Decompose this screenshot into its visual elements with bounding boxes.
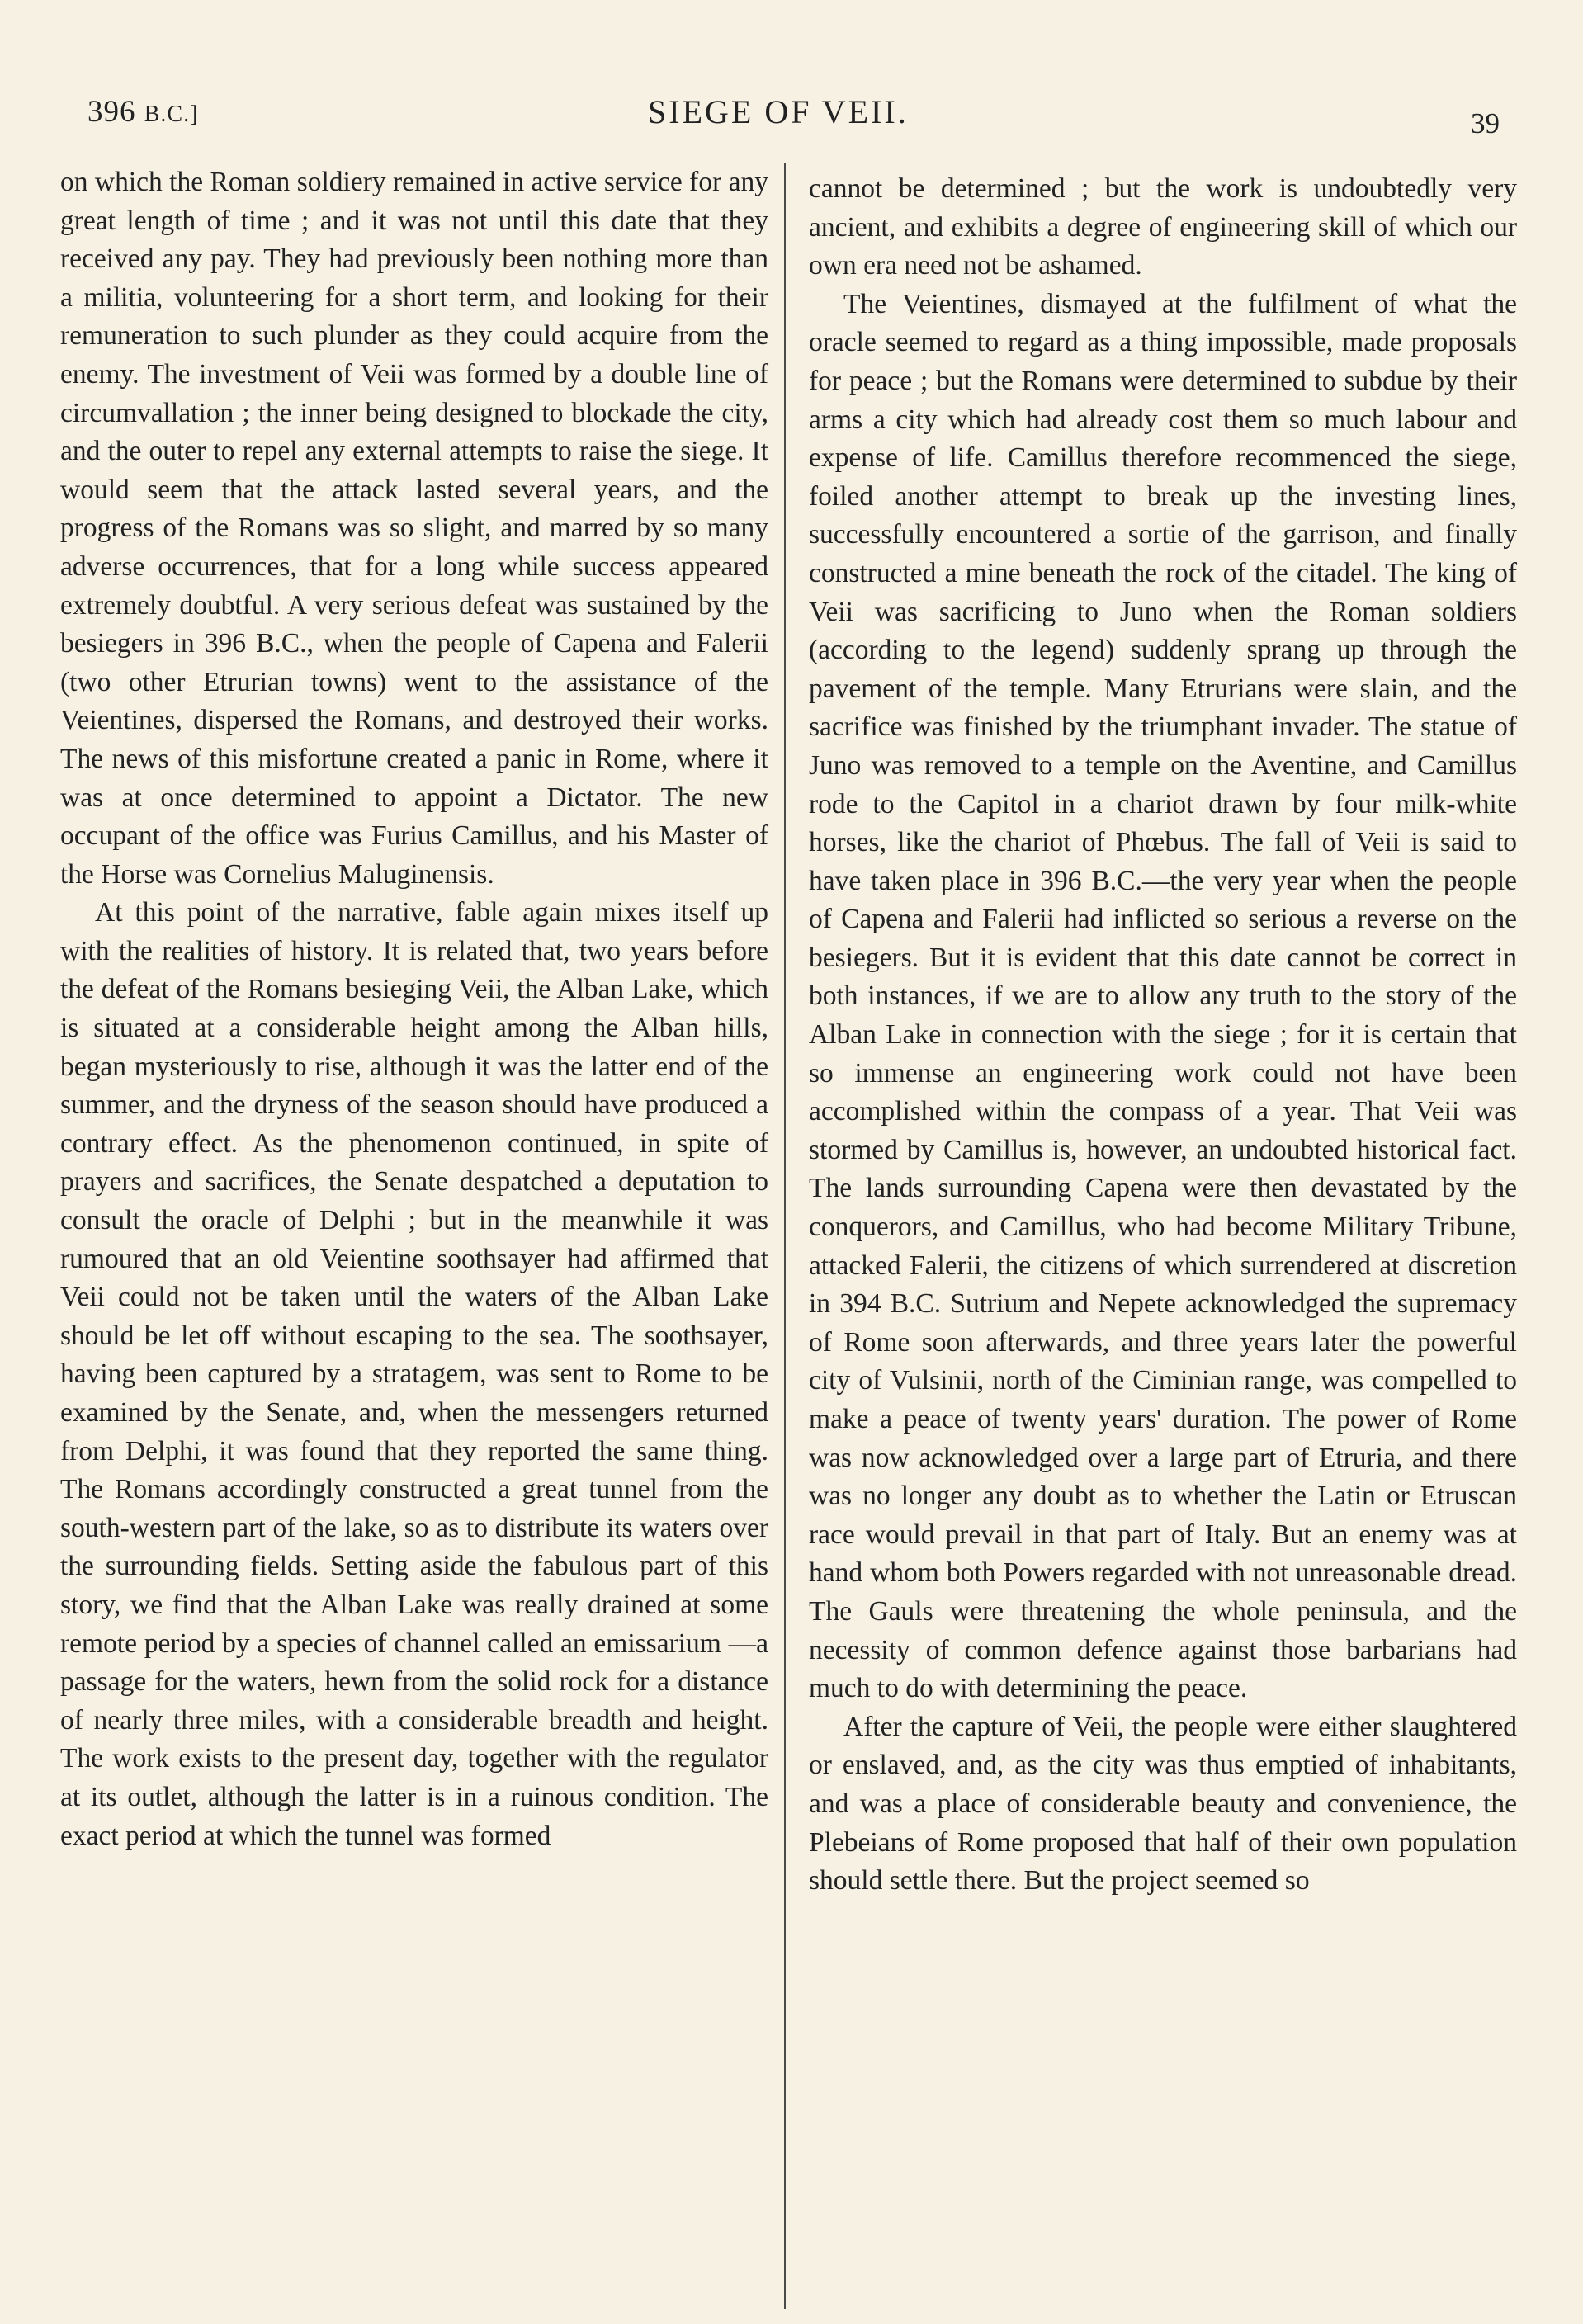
paragraph: After the capture of Veii, the people were either slaughtered or enslaved, and, as the city was thus emptied of inhabitants, and was a place of considerable beauty and convenience, the Plebeians of Rome proposed that half of their own population should settle there. But the project seemed so bbox=[809, 1711, 1517, 1897]
page-number: 39 bbox=[1471, 107, 1500, 139]
header-era: B.C.] bbox=[144, 102, 199, 127]
paragraph: The Veientines, dismayed at the fulfilment of what the oracle seemed to regard as a thing impossible, made proposals for peace ; but the Romans were determined to subdue by their arms a city which had already cost them so much labour and expense of life. Camillus therefore recommenced the siege, foiled another attempt to break up the investing lines, successfully encountered a sortie of the garrison, and finally constructed a mine beneath the rock of the citadel. The king of Veii was sacrificing to Juno when the Roman soldiers (according to the legend) suddenly sprang up through the pavement of the temple. Many Etrurians were slain, and the sacrifice was finished by the triumphant invader. The statue of Juno was removed to a temple on the Aventine, and Camillus rode to the Capitol in a chariot drawn by four milk-white horses, like the chariot of Phœbus. The fall of Veii is said to have taken place in 396 B.C.—the very year when the people of Capena and Falerii had inflicted so serious a reverse on the besiegers. But it is evident that this date cannot be correct in both instances, if we are to allow any truth to the story of the Alban Lake in connection with the siege ; for it is certain that so immense an engineering work could not have been accomplished within the compass of a year. That Veii was stormed by Camillus is, however, an undoubted historical fact. The lands surrounding Capena were then devastated by the conquerors, and Camillus, who had become Military Tribune, attacked Falerii, the citizens of which surrendered at discretion in 394 B.C. Sutrium and Nepete acknowledged the supremacy of Rome soon afterwards, and three years later the powerful city of Vulsinii, north of the Ciminian range, was compelled to make a peace of twenty years' duration. The power of Rome was now acknowledged over a large part of Etruria, and there was no longer any doubt as to whether the Latin or Etruscan race would prevail in that part of Italy. But an enemy was at hand whom both Powers regarded with not unreasonable dread. The Gauls were threatening the whole peninsula, and the necessity of common defence against those barbarians had much to do with determining the peace. bbox=[809, 288, 1517, 1704]
column-divider bbox=[784, 163, 786, 2309]
header-year: 396 bbox=[87, 95, 136, 129]
header-date bbox=[87, 94, 198, 130]
running-header bbox=[0, 89, 1583, 139]
header-title: SIEGE OF VEII. bbox=[648, 93, 909, 130]
paragraph: cannot be determined ; but the work is undoubtedly very ancient, and exhibits a degree of engineering skill of which our own era need not be ashamed. bbox=[809, 173, 1517, 281]
left-column bbox=[60, 163, 768, 1855]
paragraph: on which the Roman soldiery remained in active service for any great length of time ; and it was not until this date that they received any pay. They had previously been nothing more than a militia, volunteering for a short term, and looking for their remuneration to such plunder as they could acquire from the enemy. The investment of Veii was formed by a double line of circumvallation ; the inner being designed to blockade the city, and the outer to repel any external attempts to raise the siege. It would seem that the attack lasted several years, and the progress of the Romans was so slight, and marred by so many adverse occurrences, that for a long while success appeared extremely doubtful. A very serious defeat was sustained by the besiegers in 396 B.C., when the people of Capena and Falerii (two other Etrurian towns) went to the assistance of the Veientines, dispersed the Romans, and destroyed their works. The news of this misfortune created a panic in Rome, where it was at once determined to appoint a Dictator. The new occupant of the office was Furius Camillus, and his Master of the Horse was Cornelius Maluginensis. bbox=[60, 167, 768, 890]
right-column bbox=[809, 170, 1517, 1901]
paragraph: At this point of the narrative, fable again mixes itself up with the realities of history. It is related that, two years before the defeat of the Romans besieging Veii, the Alban Lake, which is situated at a considerable height among the Alban hills, began mysteriously to rise, although it was the latter end of the summer, and the dryness of the season should have produced a contrary effect. As the phenomenon continued, in spite of prayers and sacrifices, the Senate despatched a deputation to consult the oracle of Delphi ; but in the meanwhile it was rumoured that an old Veientine soothsayer had affirmed that Veii could not be taken until the waters of the Alban Lake should be let off without escaping to the sea. The soothsayer, having been captured by a stratagem, was sent to Rome to be examined by the Senate, and, when the messengers returned from Delphi, it was found that they reported the same thing. The Romans accordingly constructed a great tunnel from the south-western part of the lake, so as to distribute its waters over the surrounding fields. Setting aside the fabulous part of this story, we find that the Alban Lake was really drained at some remote period by a species of channel called an emissarium —a passage for the waters, hewn from the solid rock for a distance of nearly three miles, with a considerable breadth and height. The work exists to the present day, together with the regulator at its outlet, although the latter is in a ruinous condition. The exact period at which the tunnel was formed bbox=[60, 897, 768, 1851]
